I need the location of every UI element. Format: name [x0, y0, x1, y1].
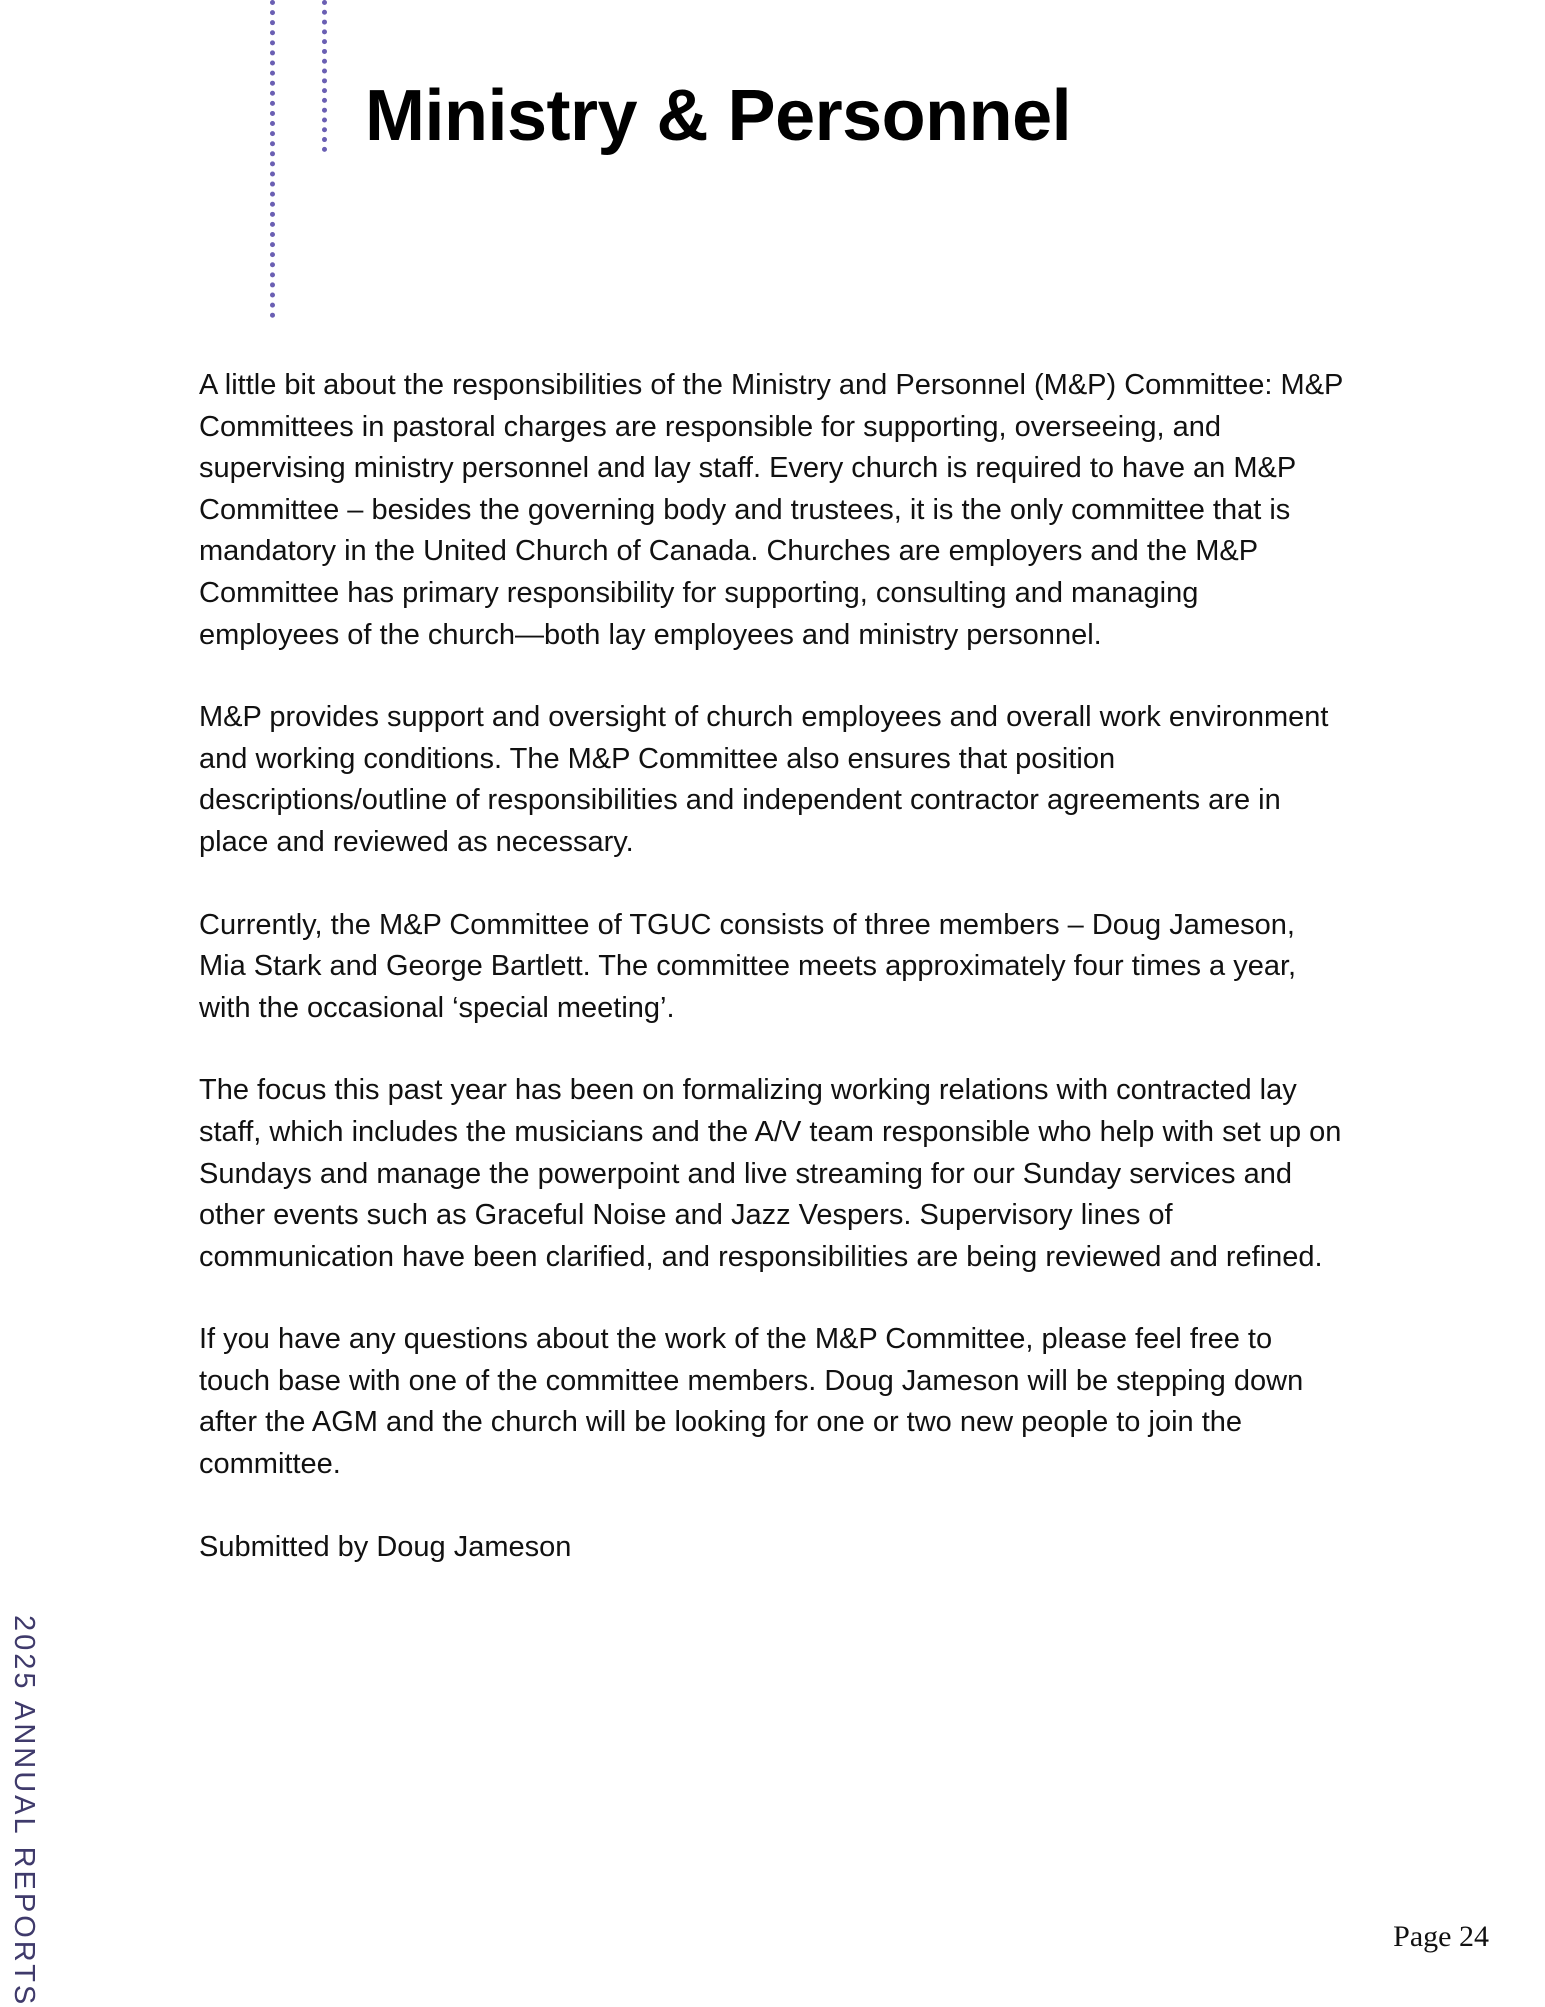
- paragraph-members: Currently, the M&P Committee of TGUC consists of three members – Doug Jameson, Mia Stark and George Bartlett. The committee meets approximately four times a year, with the occasional ‘special meeting’.: [199, 908, 1297, 1024]
- decorative-dotted-line-long: [270, 0, 275, 318]
- page-number: Page 24: [1393, 1920, 1489, 1953]
- sidebar-annual-reports-label: 2025 ANNUAL REPORTS: [8, 1615, 40, 2007]
- paragraph-questions: If you have any questions about the work of the M&P Committee, please feel free to touch base with one of the committee members. Doug Jameson will be stepping down after the AGM and the church will be looking for one or two new people to join the committee.: [199, 1323, 1304, 1481]
- submitted-by: Submitted by Doug Jameson: [199, 1530, 572, 1563]
- paragraph-focus: The focus this past year has been on formalizing working relations with contracted lay staff, which includes the musicians and the A/V team responsible who help with set up on Sundays and manage the powerpoint and live streaming for our Sunday services and other events such as Graceful Noise and Jazz Vespers. Supervisory lines of communication have been clarified, and responsibilities are being reviewed and refined.: [199, 1074, 1342, 1273]
- page-title: Ministry & Personnel: [365, 76, 1072, 156]
- paragraph-oversight: M&P provides support and oversight of church employees and overall work environment and working conditions. The M&P Committee also ensures that position descriptions/outline of responsibilities and independent contractor agreements are in place and reviewed as necessary.: [199, 701, 1329, 858]
- paragraph-responsibilities: A little bit about the responsibilities of the Ministry and Personnel (M&P) Committee: M&P Committees in pastoral charges are responsible for supporting, overseeing, and supervising ministry personnel and lay staff. Every church is required to have an M&P Committee – besides the governing body and trustees, it is the only committee that is mandatory in the United Church of Canada. Churches are employers and the M&P Committee has primary responsibility for supporting, consulting and managing employees of the church—both lay employees and ministry personnel.: [199, 369, 1343, 651]
- decorative-dotted-line-short: [322, 0, 327, 152]
- report-body: [199, 365, 1344, 1609]
